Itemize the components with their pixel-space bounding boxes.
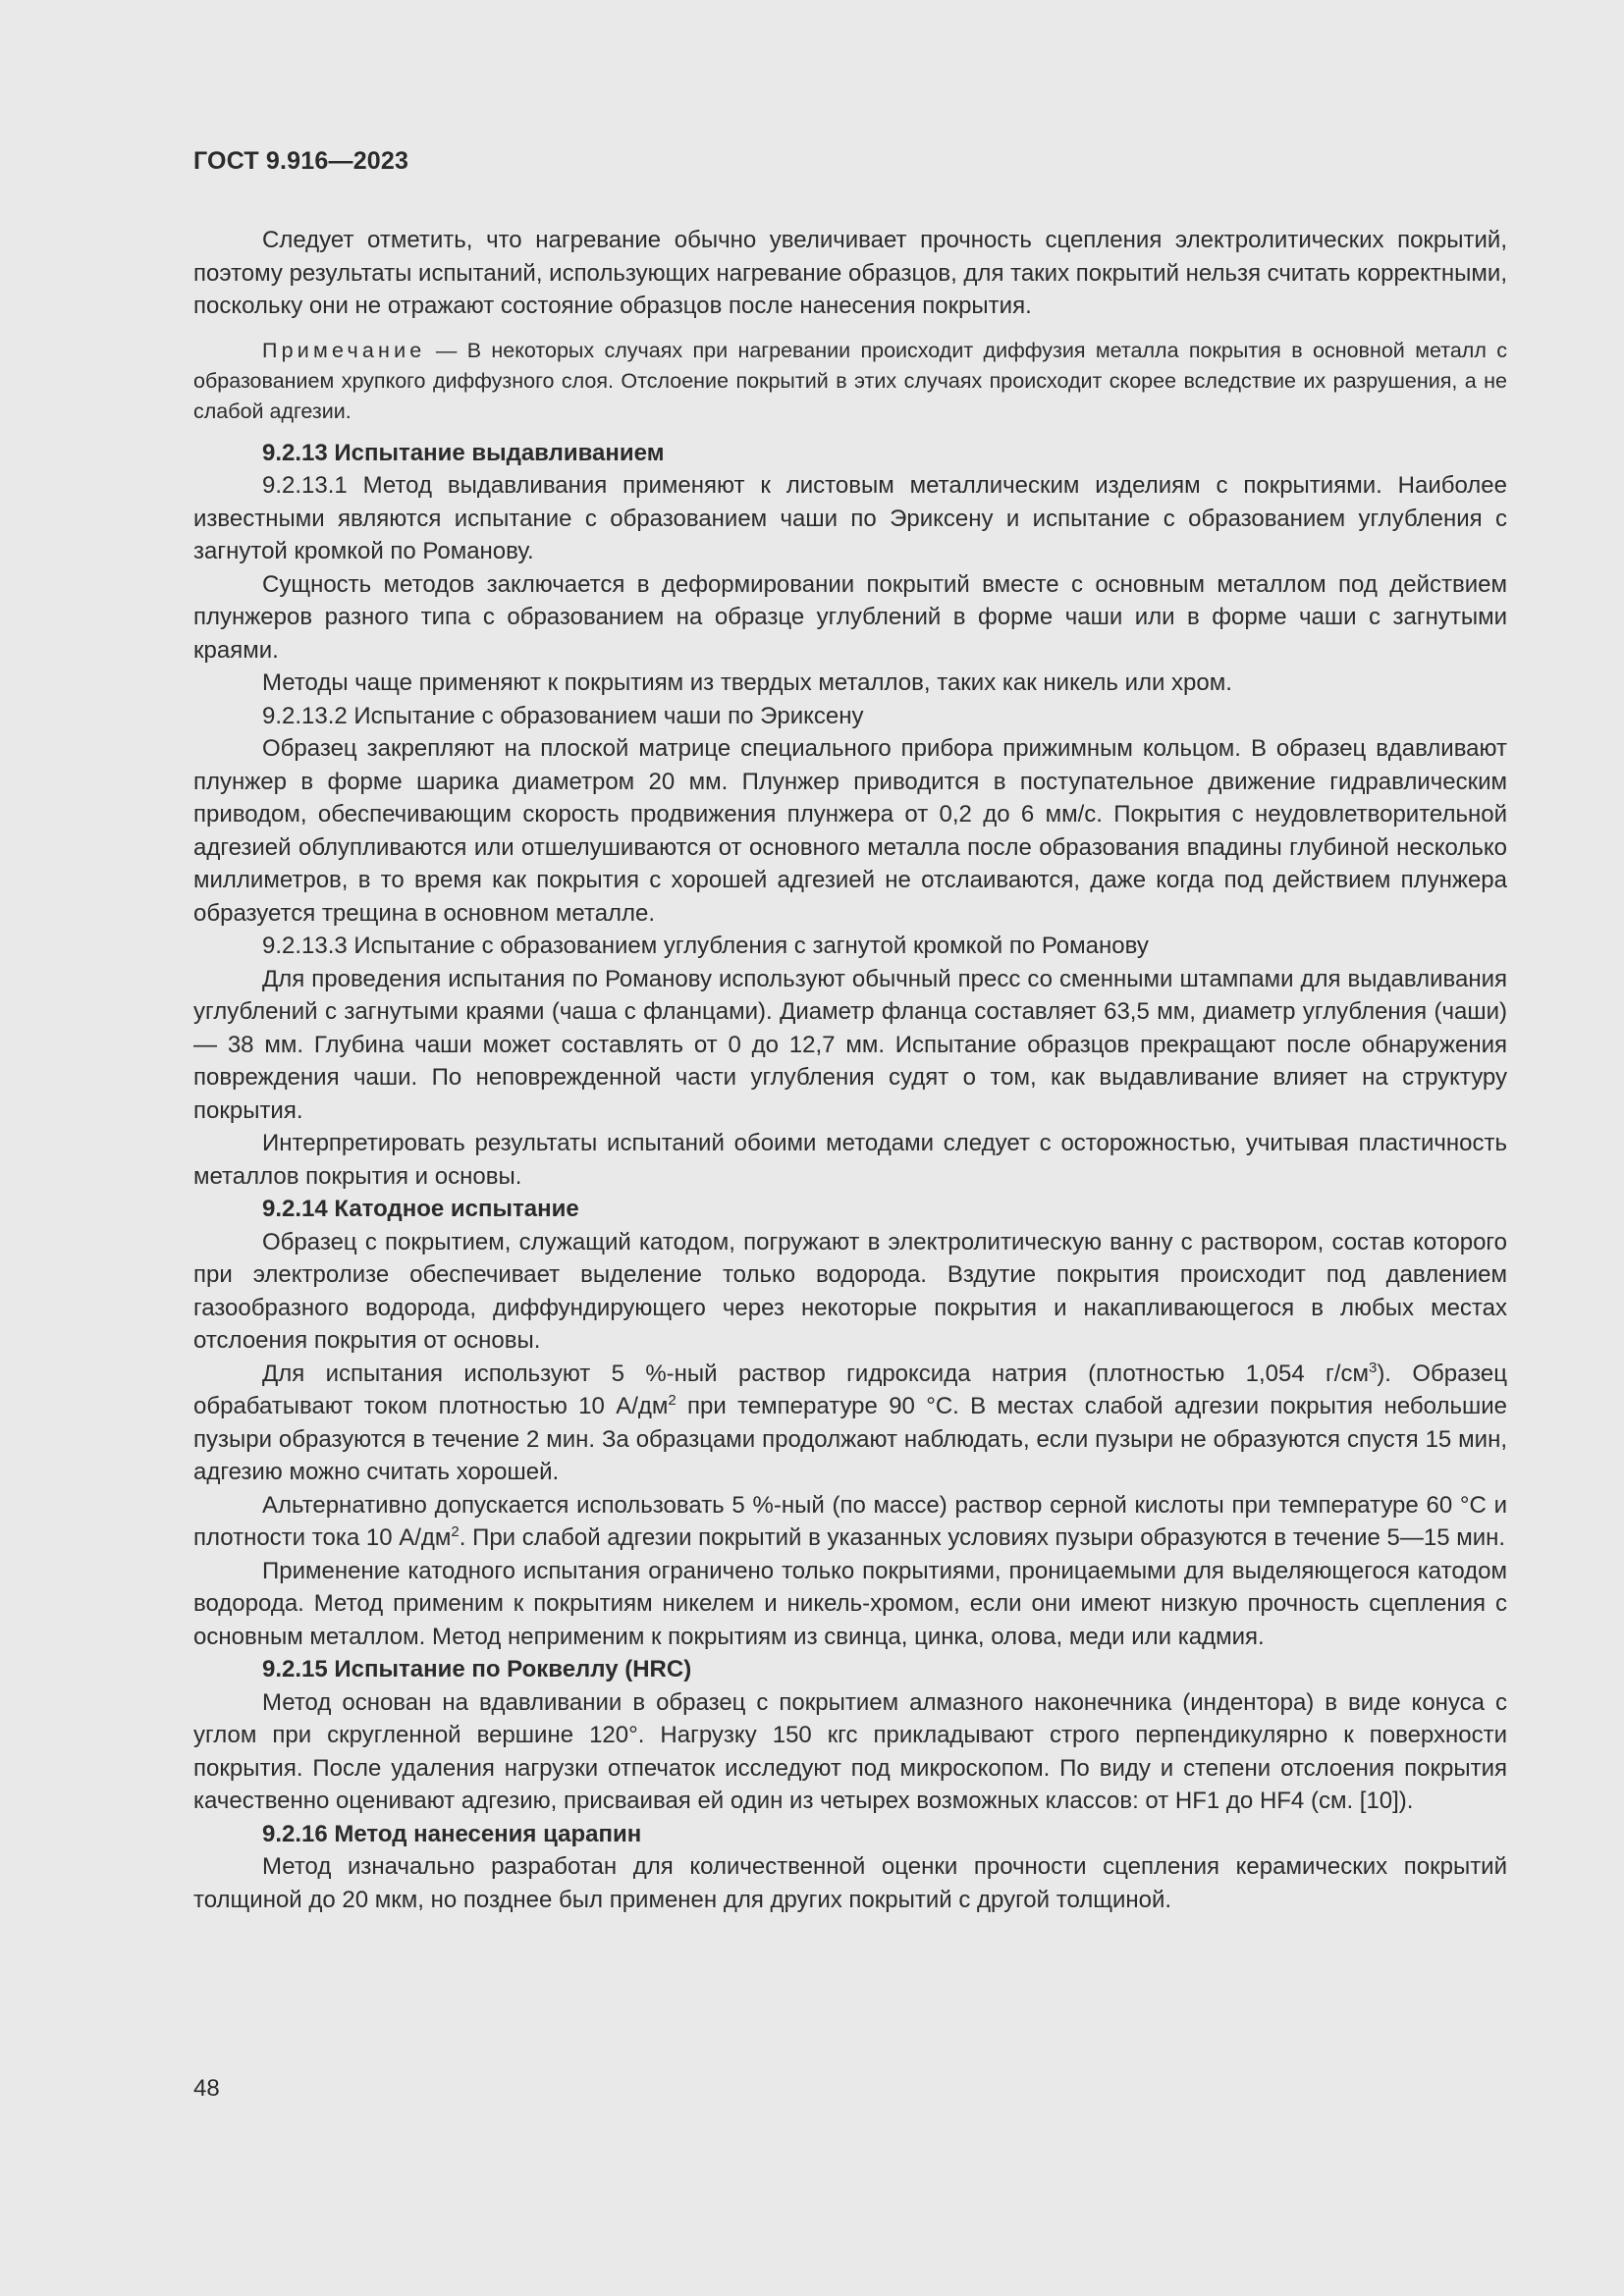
page-content bbox=[193, 224, 1507, 1916]
heading-9-2-14: 9.2.14 Катодное испытание bbox=[262, 1196, 579, 1222]
text-fragment: . При слабой адгезии покрытий в указанных условиях пузыри образуются в течение 5—15 мин. bbox=[459, 1524, 1506, 1551]
heading-9-2-13: 9.2.13 Испытание выдавливанием bbox=[262, 439, 665, 466]
note-text: — В некоторых случаях при нагревании происходит диффузия металла покрытия в основной металл с образованием хрупкого диффузного слоя. Отслоение покрытий в этих случаях происходит скорее вследствие их разрушения, а не слабой адгезии. bbox=[193, 338, 1507, 423]
heading-9-2-16: 9.2.16 Метод нанесения царапин bbox=[262, 1820, 642, 1847]
superscript: 2 bbox=[668, 1392, 677, 1409]
text-fragment: при температуре 90 °С. В местах слабой адгезии покрытия небольшие пузыри образуются в течение 2 мин. За образцами продолжают наблюдать, если пузыри не образуются спустя 15 мин, адгезию можно считать хорошей. bbox=[193, 1393, 1507, 1485]
paragraph-romanov: Для проведения испытания по Романову используют обычный пресс со сменными штампами для выдавливания углублений с загнутыми краями (чаша с фланцами). Диаметр фланца составляет 63,5 мм, диаметр углубления (чаши) — 38 мм. Глубина чаши может составлять от 0 до 12,7 мм. Испытание образцов прекращают после обнаружения повреждения чаши. По неповрежденной части углубления судят о том, как выдавливание влияет на структуру покрытия. bbox=[193, 965, 1507, 1124]
paragraph-cathodic-2 bbox=[193, 1358, 1507, 1489]
paragraph-cathodic-3 bbox=[193, 1489, 1507, 1555]
subheading-9-2-13-2: 9.2.13.2 Испытание с образованием чаши по Эриксену bbox=[262, 702, 864, 729]
subheading-9-2-13-3: 9.2.13.3 Испытание с образованием углубления с загнутой кромкой по Романову bbox=[262, 933, 1149, 959]
paragraph-cathodic-1: Образец с покрытием, служащий катодом, погружают в электролитическую ванну с раствором, состав которого при электролизе обеспечивает выделение только водорода. Вздутие покрытия происходит под давлением газообразного водорода, диффундирующего через некоторые покрытия и накапливающегося в любых местах отслоения покрытия от основы. bbox=[193, 1228, 1507, 1354]
superscript: 2 bbox=[451, 1523, 460, 1540]
paragraph-rockwell: Метод основан на вдавливании в образец с покрытием алмазного наконечника (индентора) в виде конуса с углом при скругленной вершине 120°. Нагрузку 150 кгс прикладывают строго перпендикулярно к поверхности покрытия. После удаления нагрузки отпечаток исследуют под микроскопом. По виду и степени отслоения покрытия качественно оценивают адгезию, присваивая ей один из четырех возможных классов: от HF1 до HF4 (см. [10]). bbox=[193, 1688, 1507, 1814]
heading-9-2-15: 9.2.15 Испытание по Роквеллу (HRC) bbox=[262, 1656, 692, 1682]
paragraph-methods-application: Методы чаще применяют к покрытиям из твердых металлов, таких как никель или хром. bbox=[262, 669, 1232, 696]
page-number: 48 bbox=[193, 2075, 220, 2102]
text-fragment: Альтернативно допускается использовать 5 %-ный (по массе) раствор серной кислоты при температуре 60 °С и плотности тока 10 А/дм bbox=[193, 1491, 1507, 1551]
superscript: 3 bbox=[1368, 1359, 1378, 1376]
text-fragment: Для испытания используют 5 %-ный раствор гидроксида натрия (плотностью 1,054 г/см bbox=[262, 1360, 1369, 1387]
intro-paragraph: Следует отметить, что нагревание обычно увеличивает прочность сцепления электролитических покрытий, поэтому результаты испытаний, использующих нагревание образцов, для таких покрытий нельзя считать корректными, поскольку они не отражают состояние образцов после нанесения покрытия. bbox=[193, 227, 1507, 319]
note-label: Примечание bbox=[262, 338, 426, 362]
paragraph-9-2-13-1: 9.2.13.1 Метод выдавливания применяют к листовым металлическим изделиям с покрытиями. Наиболее известными являются испытание с образованием чаши по Эриксену и испытание с образованием углубления с загнутой кромкой по Романову. bbox=[193, 472, 1507, 564]
paragraph-cathodic-4: Применение катодного испытания ограничено только покрытиями, проницаемыми для выделяющегося катодом водорода. Метод применим к покрытиям никелем и никель-хромом, если они имеют низкую прочность сцепления с основным металлом. Метод неприменим к покрытиям из свинца, цинка, олова, меди или кадмия. bbox=[193, 1557, 1507, 1650]
document-header: ГОСТ 9.916—2023 bbox=[193, 147, 409, 175]
paragraph-interpretation: Интерпретировать результаты испытаний обоими методами следует с осторожностью, учитывая пластичность металлов покрытия и основы. bbox=[193, 1130, 1507, 1190]
paragraph-methods-essence: Сущность методов заключается в деформировании покрытий вместе с основным металлом под действием плунжеров разного типа с образованием на образце углублений в форме чаши или в форме чаши с загнутыми краями. bbox=[193, 570, 1507, 664]
paragraph-erichsen: Образец закрепляют на плоской матрице специального прибора прижимным кольцом. В образец вдавливают плунжер в форме шарика диаметром 20 мм. Плунжер приводится в поступательное движение гидравлическим приводом, обеспечивающим скорость продвижения плунжера от 0,2 до 6 мм/с. Покрытия с неудовлетворительной адгезией облупливаются или отшелушиваются от основного металла после образования впадины глубиной несколько миллиметров, в то время как покрытия с хорошей адгезией не отслаиваются, даже когда под действием плунжера образуется трещина в основном металле. bbox=[193, 735, 1507, 927]
note bbox=[193, 336, 1507, 427]
paragraph-scratch: Метод изначально разработан для количественной оценки прочности сцепления керамических покрытий толщиной до 20 мкм, но позднее был применен для других покрытий с другой толщиной. bbox=[193, 1853, 1507, 1913]
text-fragment: ). Образец обрабатывают током плотностью 10 А/дм bbox=[193, 1360, 1507, 1419]
